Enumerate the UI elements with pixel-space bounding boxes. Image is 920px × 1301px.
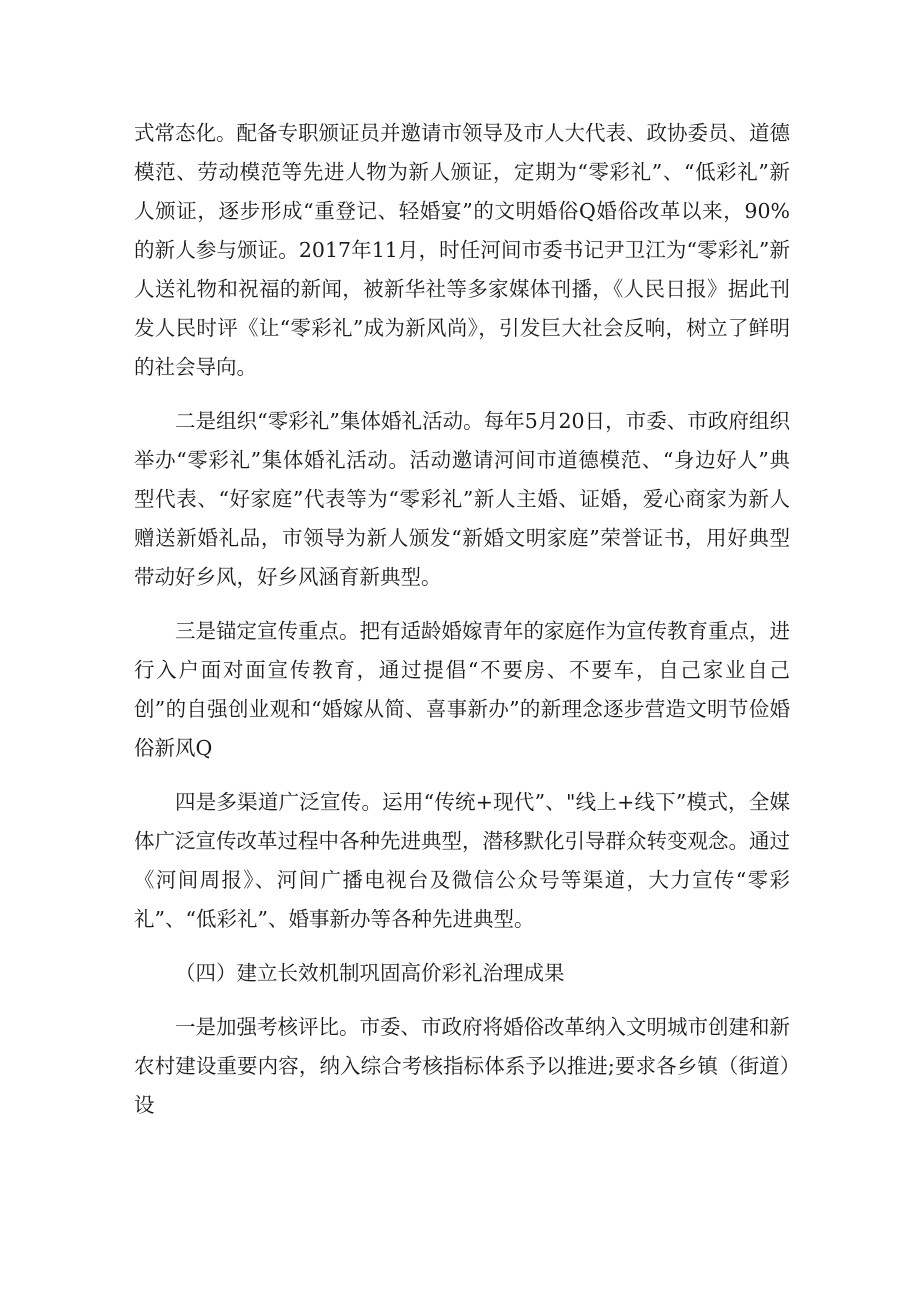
paragraph-collective-wedding: 二是组织“零彩礼”集体婚礼活动。每年5月20日，市委、市政府组织举办“零彩礼”集体婚礼活动。活动邀请河间市道德模范、“身边好人”典型代表、“好家庭”代表等为“零彩礼”新人主婚、证婚，爱心商家为新人赠送新婚礼品，市领导为新人颁发“新婚文明家庭”荣誉证书，用好典型带动好乡风，好乡风涵育新典型。 [134, 409, 790, 589]
paragraph-assessment: 一是加强考核评比。市委、市政府将婚俗改革纳入文明城市创建和新农村建设重要内容，纳入综合考核指标体系予以推进;要求各乡镇（街道）设 [134, 1015, 790, 1117]
section-heading: （四）建立长效机制巩固高价彩礼治理成果 [175, 961, 565, 985]
document-body [134, 114, 790, 1140]
paragraph-continuation: 式常态化。配备专职颁证员并邀请市领导及市人大代表、政协委员、道德模范、劳动模范等先进人物为新人颁证，定期为“零彩礼”、“低彩礼”新人颁证，逐步形成“重登记、轻婚宴”的文明婚俗Q婚俗改革以来，90%的新人参与颁证。2017年11月，时任河间市委书记尹卫江为“零彩礼”新人送礼物和祝福的新闻，被新华社等多家媒体刊播，《人民日报》据此刊发人民时评《让“零彩礼”成为新风尚》，引发巨大社会反响，树立了鲜明的社会导向。 [134, 121, 790, 379]
paragraph-publicity-focus: 三是锚定宣传重点。把有适龄婚嫁青年的家庭作为宣传教育重点，进行入户面对面宣传教育，通过提倡“不要房、不要车，自己家业自己创”的自强创业观和“婚嫁从简、喜事新办”的新理念逐步营造文明节俭婚俗新风Q [134, 619, 790, 760]
paragraph-multichannel-publicity: 四是多渠道广泛宣传。运用“传统+现代”、"线上+线下”模式，全媒体广泛宣传改革过程中各种先进典型，潜移默化引导群众转变观念。通过《河间周报》、河间广播电视台及微信公众号等渠道，大力宣传“零彩礼”、“低彩礼”、婚事新办等各种先进典型。 [134, 790, 790, 931]
